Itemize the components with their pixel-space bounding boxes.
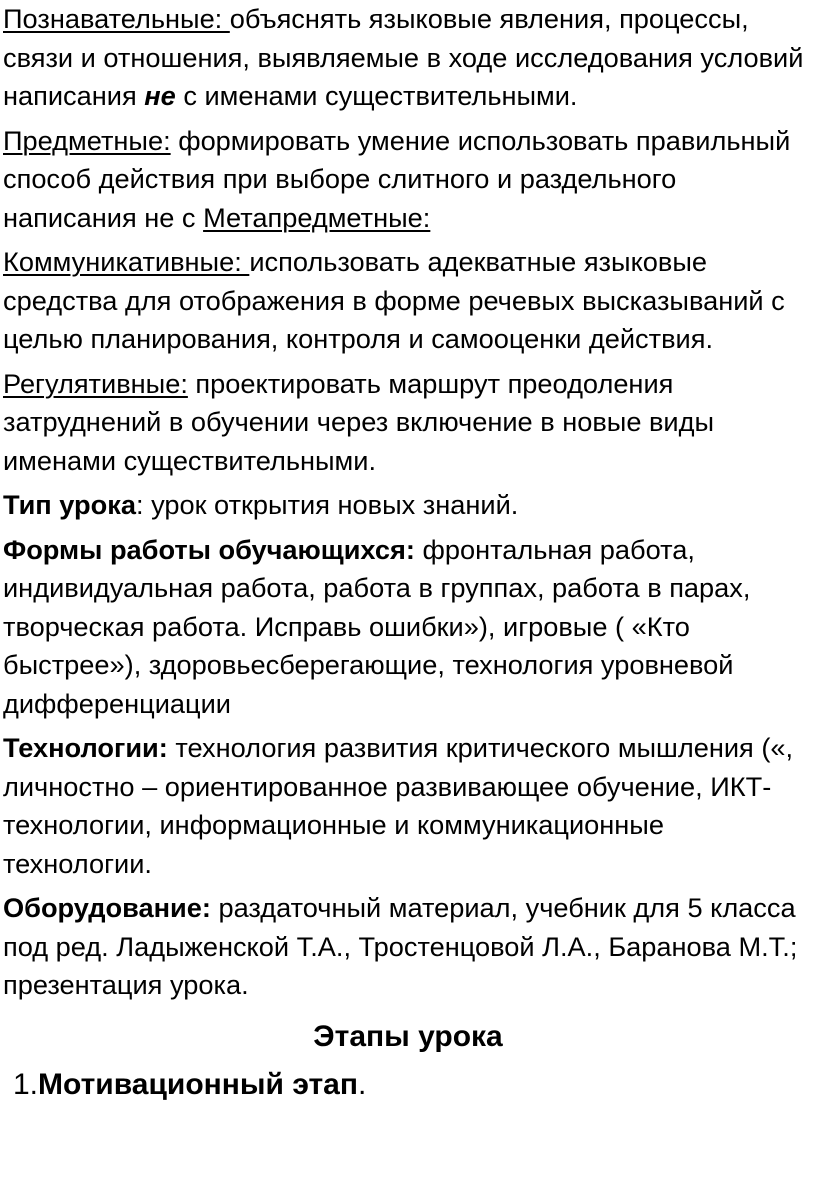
paragraph-work-forms xyxy=(3,531,813,724)
stages-heading: Этапы урока xyxy=(313,1019,503,1053)
stage-1 xyxy=(3,1065,813,1105)
label-lesson-type: Тип урока xyxy=(3,489,136,520)
text-cognitive-after: с именами существительными. xyxy=(175,80,578,111)
label-work-forms: Формы работы обучающихся: xyxy=(3,533,415,565)
emph-ne: не xyxy=(144,80,176,111)
text-regulatory: проектировать маршрут преодоления затруднений в обучении через включение в новые виды именами существительными. xyxy=(3,367,715,476)
label-regulatory: Регулятивные: xyxy=(3,367,188,399)
text-subject: формировать умение использовать правильный способ действия при выборе слитного и раздельного написания не с xyxy=(3,124,791,233)
text-work-forms: фронтальная работа, индивидуальная работа, работа в группах, работа в парах, творческая работа. Исправь ошибки»), игровые ( «Кто быстрее»), здоровьесберегающие, технология уровневой дифференциации xyxy=(3,533,751,719)
paragraph-cognitive xyxy=(3,0,813,116)
stage-1-trail: . xyxy=(357,1067,367,1101)
stage-1-title: Мотивационный этап xyxy=(38,1067,358,1101)
text-technologies: технология развития критического мышления («, личностно – ориентированное развивающее обучение, ИКТ-технологии, информационные и коммуникационные технологии. xyxy=(3,732,794,879)
document-body xyxy=(3,0,813,1105)
label-subject: Предметные: xyxy=(3,124,171,156)
paragraph-technologies xyxy=(3,729,813,883)
label-equipment: Оборудование: xyxy=(3,892,211,923)
text-lesson-type: : урок открытия новых знаний. xyxy=(135,489,519,520)
paragraph-regulatory xyxy=(3,365,813,481)
text-communicative: использовать адекватные языковые средства для отображения в форме речевых высказываний с целью планирования, контроля и самооценки действия. xyxy=(3,246,785,354)
stage-1-number: 1. xyxy=(13,1067,39,1101)
label-cognitive: Познавательные: xyxy=(3,3,230,34)
paragraph-equipment xyxy=(3,889,813,1005)
text-equipment: раздаточный материал, учебник для 5 класса под ред. Ладыженской Т.А., Тростенцовой Л.А., Баранова М.Т.; презентация урока. xyxy=(3,892,798,1000)
label-technologies: Технологии: xyxy=(3,732,168,763)
label-metasubject: Метапредметные: xyxy=(203,201,431,233)
paragraph-lesson-type xyxy=(3,486,813,525)
paragraph-communicative xyxy=(3,243,813,359)
paragraph-subject xyxy=(3,122,813,238)
label-communicative: Коммуникативные: xyxy=(3,246,250,277)
text-cognitive-before: объяснять языковые явления, процессы, связи и отношения, выявляемые в ходе исследования условий написания xyxy=(3,3,804,111)
